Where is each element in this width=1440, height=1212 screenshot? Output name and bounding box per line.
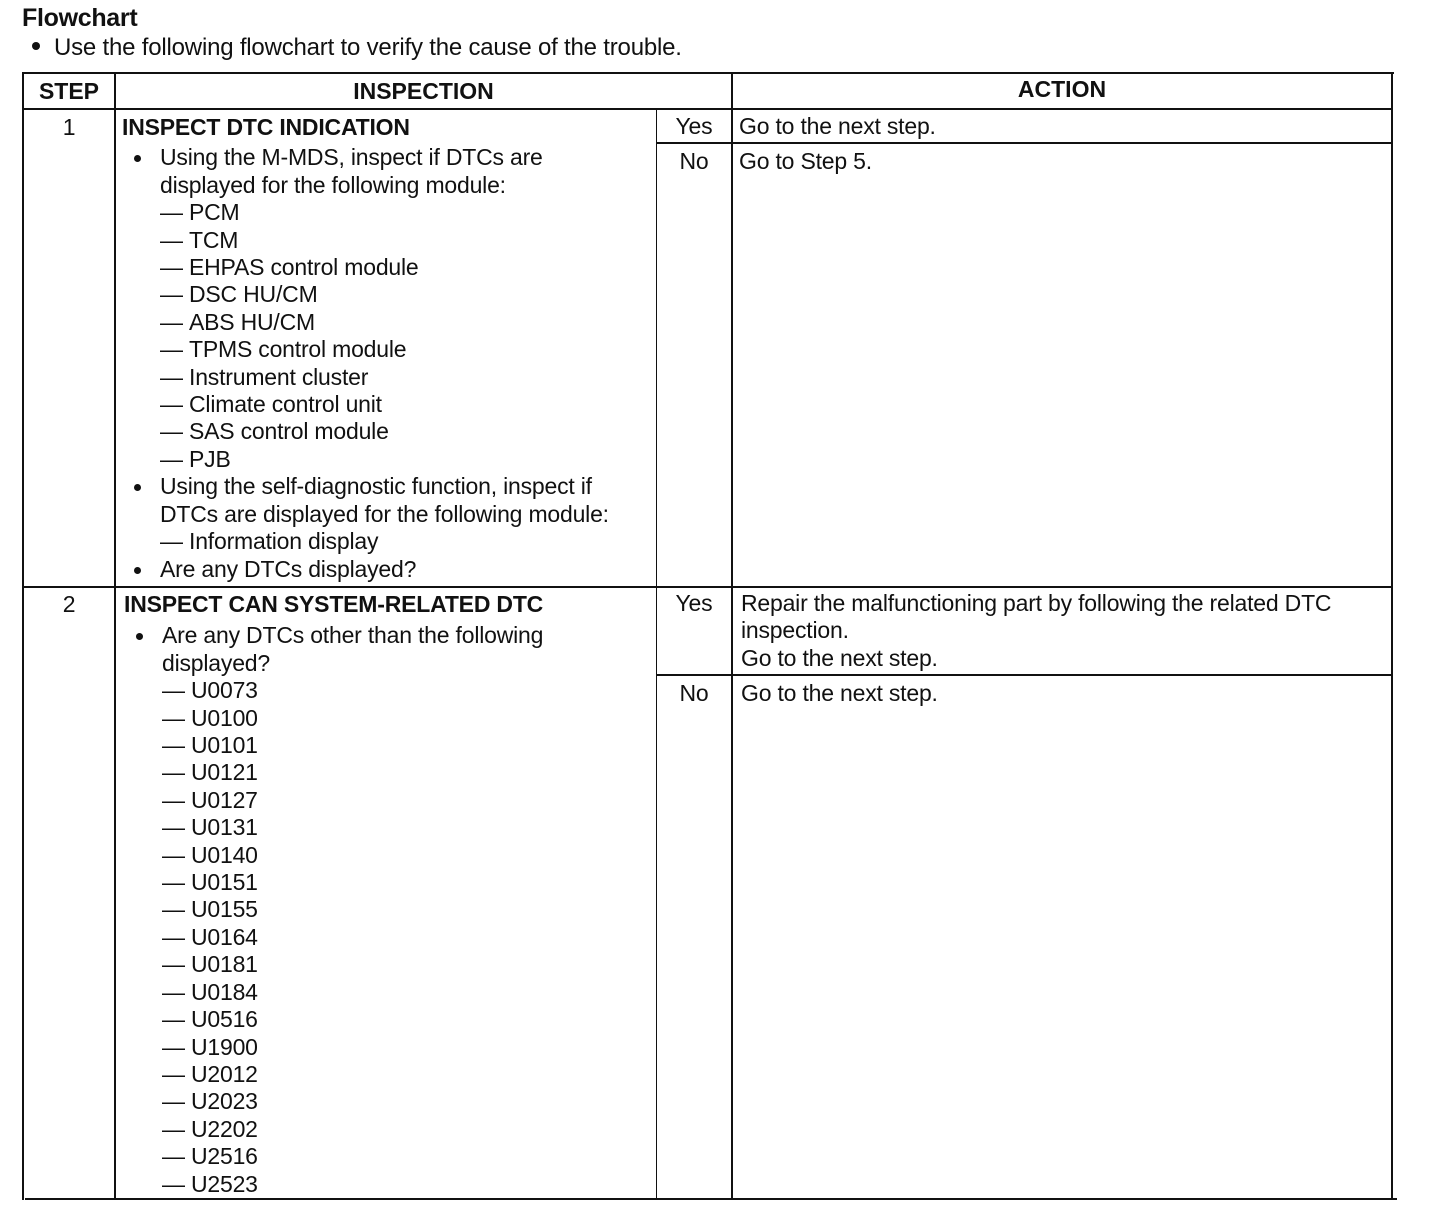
yes-action: Go to the next step. bbox=[739, 113, 936, 139]
header-step: STEP bbox=[38, 78, 100, 104]
bullet-item bbox=[122, 144, 652, 199]
step2-inspection bbox=[124, 591, 654, 1198]
step-column-divider bbox=[114, 72, 116, 1200]
module-item: — EHPAS control module bbox=[122, 254, 652, 281]
bullet-line: DTCs are displayed for the following module: bbox=[160, 500, 609, 527]
intro-text bbox=[32, 34, 682, 62]
action-line: Go to the next step. bbox=[741, 644, 938, 671]
table-border-right bbox=[1391, 72, 1393, 1200]
page-title: Flowchart bbox=[22, 4, 138, 32]
dtc-code: — U0127 bbox=[124, 787, 654, 814]
step1-yes-no-divider bbox=[656, 142, 1393, 144]
dtc-code: — U0155 bbox=[124, 896, 654, 923]
step-heading: INSPECT DTC INDICATION bbox=[122, 114, 410, 140]
answer-column-divider bbox=[656, 110, 657, 1200]
module-item: — SAS control module bbox=[122, 418, 652, 445]
dtc-code: — U2523 bbox=[124, 1171, 654, 1198]
dtc-code: — U0100 bbox=[124, 705, 654, 732]
no-action: Go to Step 5. bbox=[739, 148, 872, 174]
intro-label: Use the following flowchart to verify the cause of the trouble. bbox=[54, 34, 682, 61]
dtc-code: — U2012 bbox=[124, 1061, 654, 1088]
dtc-code: — U0151 bbox=[124, 869, 654, 896]
dtc-code: — U1900 bbox=[124, 1034, 654, 1061]
module-item: — TPMS control module bbox=[122, 336, 652, 363]
step-heading: INSPECT CAN SYSTEM-RELATED DTC bbox=[124, 591, 544, 617]
table-border-bottom bbox=[25, 1198, 1397, 1200]
dtc-code: — U0101 bbox=[124, 732, 654, 759]
bullet-line: displayed? bbox=[162, 649, 270, 676]
dtc-code: — U0164 bbox=[124, 924, 654, 951]
dtc-code: — U0184 bbox=[124, 979, 654, 1006]
dtc-code: — U2023 bbox=[124, 1088, 654, 1115]
dtc-code: — U0181 bbox=[124, 951, 654, 978]
bullet-line: Using the self-diagnostic function, inspect if bbox=[160, 473, 592, 500]
no-label: No bbox=[679, 148, 709, 174]
yes-label: Yes bbox=[675, 113, 713, 139]
module-item: — PCM bbox=[122, 199, 652, 226]
action-line: inspection. bbox=[741, 617, 849, 644]
step1-inspection bbox=[122, 114, 652, 583]
module-item: — ABS HU/CM bbox=[122, 309, 652, 336]
dtc-code: — U0140 bbox=[124, 842, 654, 869]
step2-yes-no-divider bbox=[656, 674, 1393, 676]
module-item: — Instrument cluster bbox=[122, 364, 652, 391]
module-item: — Information display bbox=[122, 528, 652, 555]
no-action: Go to the next step. bbox=[741, 680, 938, 706]
step-number: 2 bbox=[62, 591, 76, 617]
header-divider bbox=[22, 108, 1393, 110]
header-inspection: INSPECTION bbox=[353, 78, 494, 104]
bullet-line: Using the M-MDS, inspect if DTCs are bbox=[160, 144, 543, 171]
yes-label: Yes bbox=[675, 590, 713, 616]
dtc-code: — U0073 bbox=[124, 677, 654, 704]
step-row-divider bbox=[22, 586, 1393, 588]
module-item: — DSC HU/CM bbox=[122, 281, 652, 308]
bullet-item: Are any DTCs displayed? bbox=[122, 556, 652, 583]
step-number: 1 bbox=[62, 114, 76, 140]
bullet-item bbox=[122, 473, 652, 528]
table-border-left bbox=[22, 72, 24, 1200]
yes-action bbox=[741, 590, 1331, 672]
dtc-code: — U0121 bbox=[124, 759, 654, 786]
bullet-line: Are any DTCs other than the following bbox=[162, 622, 544, 649]
dtc-code: — U0131 bbox=[124, 814, 654, 841]
action-column-divider bbox=[731, 72, 733, 1200]
dtc-code: — U2516 bbox=[124, 1143, 654, 1170]
module-item: — Climate control unit bbox=[122, 391, 652, 418]
bullet-line: displayed for the following module: bbox=[160, 171, 506, 198]
dtc-code: — U0516 bbox=[124, 1006, 654, 1033]
header-action: ACTION bbox=[1017, 76, 1107, 102]
no-label: No bbox=[679, 680, 709, 706]
bullet-icon bbox=[32, 42, 40, 50]
bullet-item bbox=[124, 622, 654, 677]
module-item: — TCM bbox=[122, 227, 652, 254]
action-line: Repair the malfunctioning part by following the related DTC bbox=[741, 590, 1332, 616]
module-item: — PJB bbox=[122, 446, 652, 473]
dtc-code: — U2202 bbox=[124, 1116, 654, 1143]
